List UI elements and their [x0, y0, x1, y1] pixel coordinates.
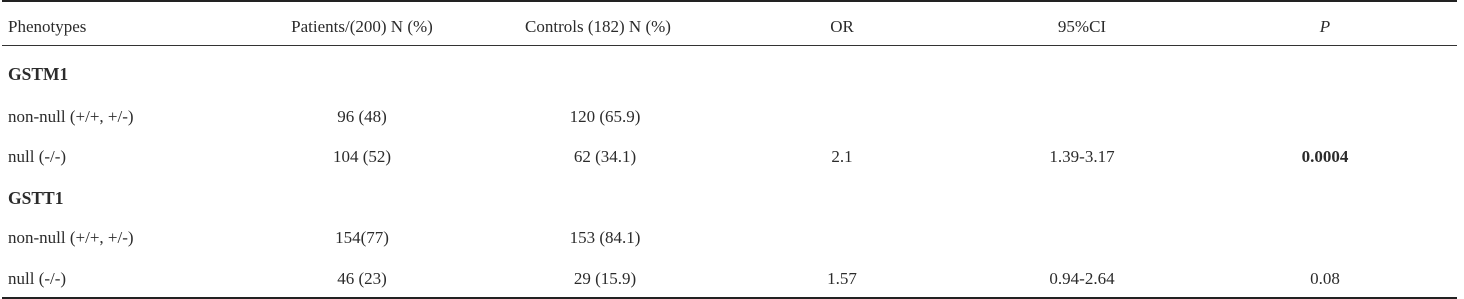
header-patients: Patients/(200) N (%) — [291, 17, 433, 36]
controls-cell: 120 (65.9) — [569, 107, 641, 126]
header-p: P — [1319, 17, 1331, 36]
section-label-gstm1: GSTM1 — [8, 64, 69, 84]
patients-cell: 154(77) — [335, 228, 389, 247]
phenotype-cell: non-null (+/+, +/-) — [8, 107, 134, 126]
phenotype-cell: null (-/-) — [8, 147, 67, 166]
phenotype-cell: non-null (+/+, +/-) — [8, 228, 134, 247]
top-rule — [2, 0, 1457, 2]
patients-cell: 46 (23) — [337, 269, 387, 288]
or-cell: 2.1 — [831, 147, 853, 166]
phenotype-cell: null (-/-) — [8, 269, 67, 288]
header-rule — [2, 45, 1457, 46]
header-phenotypes: Phenotypes — [8, 17, 87, 36]
controls-cell: 62 (34.1) — [573, 147, 637, 166]
controls-cell: 153 (84.1) — [569, 228, 641, 247]
p-value-cell: 0.08 — [1310, 269, 1340, 288]
ci-cell: 0.94-2.64 — [1049, 269, 1115, 288]
patients-cell: 104 (52) — [332, 147, 392, 166]
p-value-cell: 0.0004 — [1301, 147, 1349, 166]
header-or: OR — [830, 17, 854, 36]
header-ci: 95%CI — [1057, 17, 1107, 36]
controls-cell: 29 (15.9) — [573, 269, 637, 288]
header-controls: Controls (182) N (%) — [525, 17, 671, 36]
patients-cell: 96 (48) — [337, 107, 387, 126]
or-cell: 1.57 — [827, 269, 857, 288]
ci-cell: 1.39-3.17 — [1049, 147, 1115, 166]
section-label-gstt1: GSTT1 — [8, 188, 64, 208]
